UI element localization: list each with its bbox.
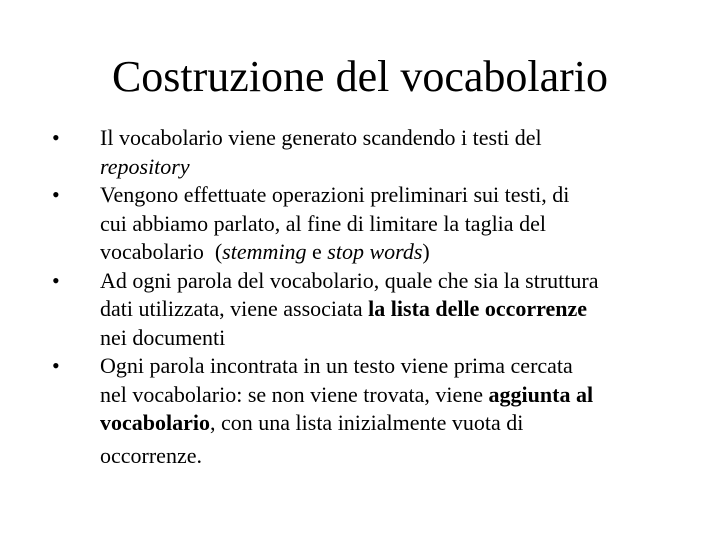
bullet-line <box>100 124 692 153</box>
bullet-item <box>52 181 692 267</box>
bullet-item <box>52 267 692 353</box>
bullet-line <box>100 181 692 210</box>
text-run: Il vocabolario viene generato scandendo i testi del <box>100 125 542 150</box>
text-run: occorrenze. <box>100 442 202 468</box>
bullet-line <box>100 295 692 324</box>
bullet-line <box>100 324 692 353</box>
text-run: Ogni parola incontrata in un testo viene prima cercata <box>100 353 573 378</box>
text-run: Ad ogni parola del vocabolario, quale che sia la struttura <box>100 267 599 293</box>
bullet-item <box>52 124 692 181</box>
bullet-list <box>52 124 692 470</box>
bold-text-run: la lista delle occorrenze <box>368 296 588 321</box>
text-run: e <box>306 239 328 264</box>
bullet-line <box>100 381 692 410</box>
italic-text-run: stemming <box>222 239 307 264</box>
bold-text-run: vocabolario <box>100 410 210 435</box>
bullet-line <box>100 409 692 438</box>
bold-text-run: aggiunta al <box>488 381 594 407</box>
bullet-line <box>100 210 692 239</box>
text-run: vocabolario ( <box>100 239 223 264</box>
slide-title: Costruzione del vocabolario <box>111 52 609 101</box>
italic-text-run: stop words <box>327 239 423 264</box>
bullet-line <box>100 267 692 296</box>
text-run: cui abbiamo parlato, al fine di limitare la taglia del <box>100 210 546 236</box>
bullet-line <box>100 153 692 182</box>
bullet-dot-icon: • <box>52 267 60 293</box>
text-run: , con una lista inizialmente vuota di <box>210 410 524 435</box>
bullet-dot-icon: • <box>52 353 60 378</box>
bullet-dot-icon: • <box>52 182 60 207</box>
text-run: ) <box>422 239 430 264</box>
text-run: nei documenti <box>100 324 226 350</box>
text-run: dati utilizzata, viene associata <box>100 296 369 321</box>
italic-text-run: repository <box>100 153 190 179</box>
bullet-line <box>100 442 692 471</box>
bullet-line <box>100 238 692 267</box>
bullet-item <box>52 352 692 470</box>
text-run: nel vocabolario: se non viene trovata, viene <box>100 381 489 407</box>
bullet-dot-icon: • <box>52 125 60 150</box>
text-run: Vengono effettuate operazioni preliminari sui testi, di <box>100 182 570 207</box>
bullet-line <box>100 352 692 381</box>
